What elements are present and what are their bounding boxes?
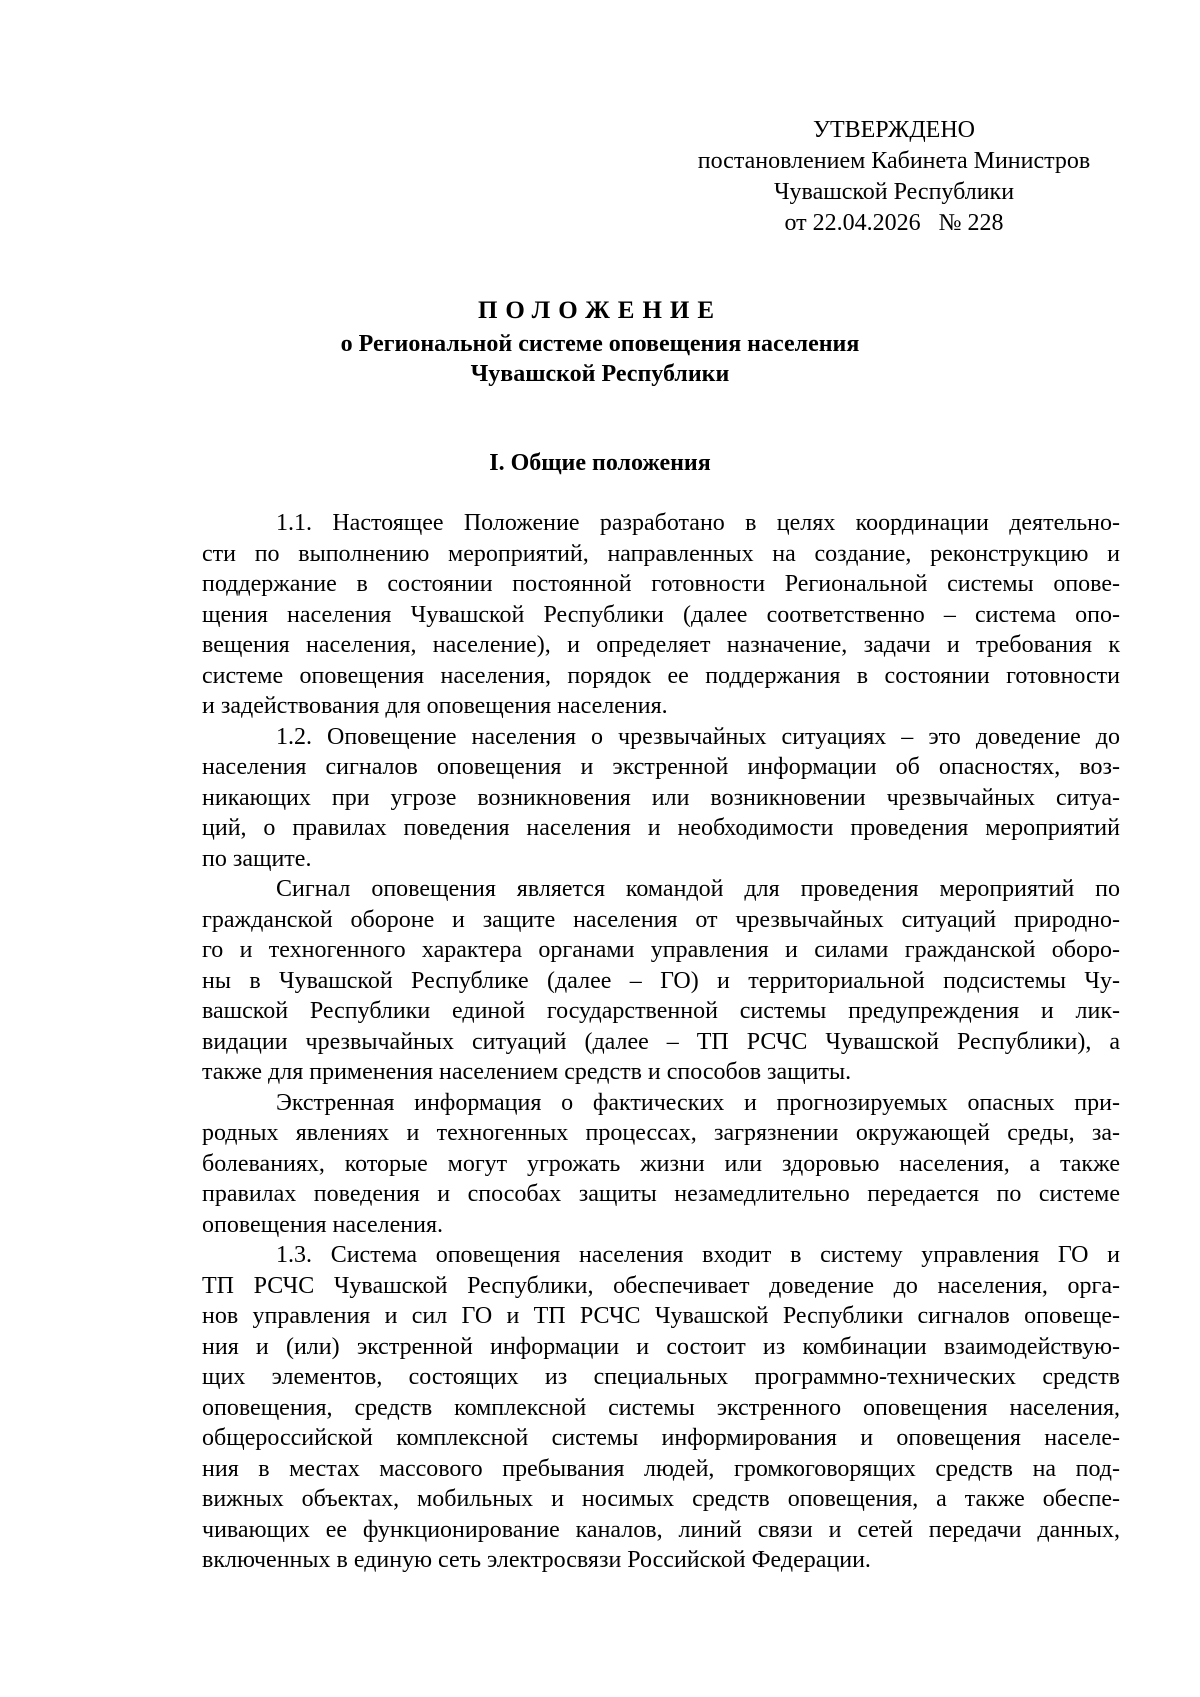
- text-line: го и техногенного характера органами управления и силами гражданской оборо-: [202, 937, 1120, 963]
- paragraph-1-2: [202, 722, 1120, 875]
- approval-issuer-line-1: постановлением Кабинета Министров: [697, 148, 1091, 174]
- text-line: ния и (или) экстренной информации и состоит из комбинации взаимодействую-: [202, 1333, 1120, 1360]
- text-line: включенных в единую сеть электросвязи Российской Федерации.: [202, 1547, 871, 1573]
- approval-block: [664, 115, 1124, 239]
- text-line: поддержание в состоянии постоянной готовности Региональной системы опове-: [202, 571, 1120, 597]
- document-subtitle-line-1: о Региональной системе оповещения населения: [340, 331, 860, 357]
- text-line: вашской Республики единой государственной системы предупреждения и лик-: [202, 998, 1120, 1024]
- text-line: болеваниях, которые могут угрожать жизни или здоровью населения, а также: [202, 1150, 1120, 1177]
- text-line: вижных объектах, мобильных и носимых средств оповещения, а также обеспе-: [202, 1486, 1120, 1512]
- text-line: по защите.: [202, 845, 312, 872]
- text-line: ТП РСЧС Чувашской Республики, обеспечивает доведение до населения, орга-: [202, 1272, 1120, 1299]
- text-line: сти по выполнению мероприятий, направленных на создание, реконструкцию и: [202, 540, 1120, 567]
- approval-stamp: УТВЕРЖДЕНО: [812, 117, 976, 143]
- approval-date: от 22.04.2026: [784, 210, 921, 236]
- approval-issuer-line-2: Чувашской Республики: [773, 179, 1015, 205]
- text-line: 1.1. Настоящее Положение разработано в целях координации деятельно-: [276, 510, 1120, 536]
- text-line: населения сигналов оповещения и экстренной информации об опасностях, воз-: [202, 754, 1120, 780]
- text-line: правилах поведения и способах защиты незамедлительно передается по системе: [202, 1181, 1120, 1207]
- text-line: вещения населения, население), и определяет назначение, задачи и требования к: [202, 632, 1120, 658]
- text-line: 1.3. Система оповещения населения входит в систему управления ГО и: [276, 1242, 1120, 1268]
- approval-date-number: [664, 208, 1124, 239]
- text-line: 1.2. Оповещение населения о чрезвычайных ситуациях – это доведение до: [276, 723, 1120, 750]
- document-type: ПОЛОЖЕНИЕ: [477, 297, 723, 324]
- paragraph-emergency-info: [202, 1088, 1120, 1241]
- text-line: оповещения, средств комплексной системы экстренного оповещения населения,: [202, 1394, 1120, 1421]
- paragraph-signal: [202, 874, 1120, 1088]
- text-line: гражданской обороне и защите населения от чрезвычайных ситуаций природно-: [202, 906, 1120, 933]
- document-title: [0, 296, 1200, 389]
- text-line: щих элементов, состоящих из специальных программно-технических средств: [202, 1364, 1120, 1390]
- text-line: также для применения населением средств и способов защиты.: [202, 1059, 852, 1085]
- approval-number: № 228: [938, 210, 1004, 236]
- document-body: [202, 508, 1120, 1576]
- text-line: чивающих ее функционирование каналов, линий связи и сетей передачи данных,: [202, 1516, 1120, 1543]
- text-line: видации чрезвычайных ситуаций (далее – ТП РСЧС Чувашской Республики), а: [202, 1028, 1120, 1055]
- text-line: родных явлениях и техногенных процессах, загрязнении окружающей среды, за-: [202, 1120, 1120, 1146]
- text-line: Экстренная информация о фактических и прогнозируемых опасных при-: [276, 1089, 1120, 1116]
- paragraph-1-1: [202, 508, 1120, 722]
- text-line: Сигнал оповещения является командой для проведения мероприятий по: [276, 876, 1120, 902]
- text-line: щения населения Чувашской Республики (далее соответственно – система опо-: [202, 601, 1120, 628]
- text-line: оповещения населения.: [202, 1211, 443, 1238]
- text-line: нов управления и сил ГО и ТП РСЧС Чувашской Республики сигналов оповеще-: [202, 1303, 1120, 1329]
- text-line: никающих при угрозе возникновения или возникновении чрезвычайных ситуа-: [202, 784, 1120, 811]
- text-line: ций, о правилах поведения населения и необходимости проведения мероприятий: [202, 815, 1120, 841]
- section-heading: I. Общие положения: [489, 450, 711, 476]
- text-line: системе оповещения населения, порядок ее поддержания в состоянии готовности: [202, 662, 1120, 689]
- text-line: ния в местах массового пребывания людей, громкоговорящих средств на под-: [202, 1455, 1120, 1482]
- document-subtitle-line-2: Чувашской Республики: [470, 361, 730, 387]
- text-line: и задействования для оповещения населения.: [202, 693, 668, 719]
- paragraph-1-3: [202, 1240, 1120, 1576]
- text-line: общероссийской комплексной системы информирования и оповещения населе-: [202, 1425, 1120, 1451]
- text-line: ны в Чувашской Республике (далее – ГО) и территориальной подсистемы Чу-: [202, 967, 1120, 994]
